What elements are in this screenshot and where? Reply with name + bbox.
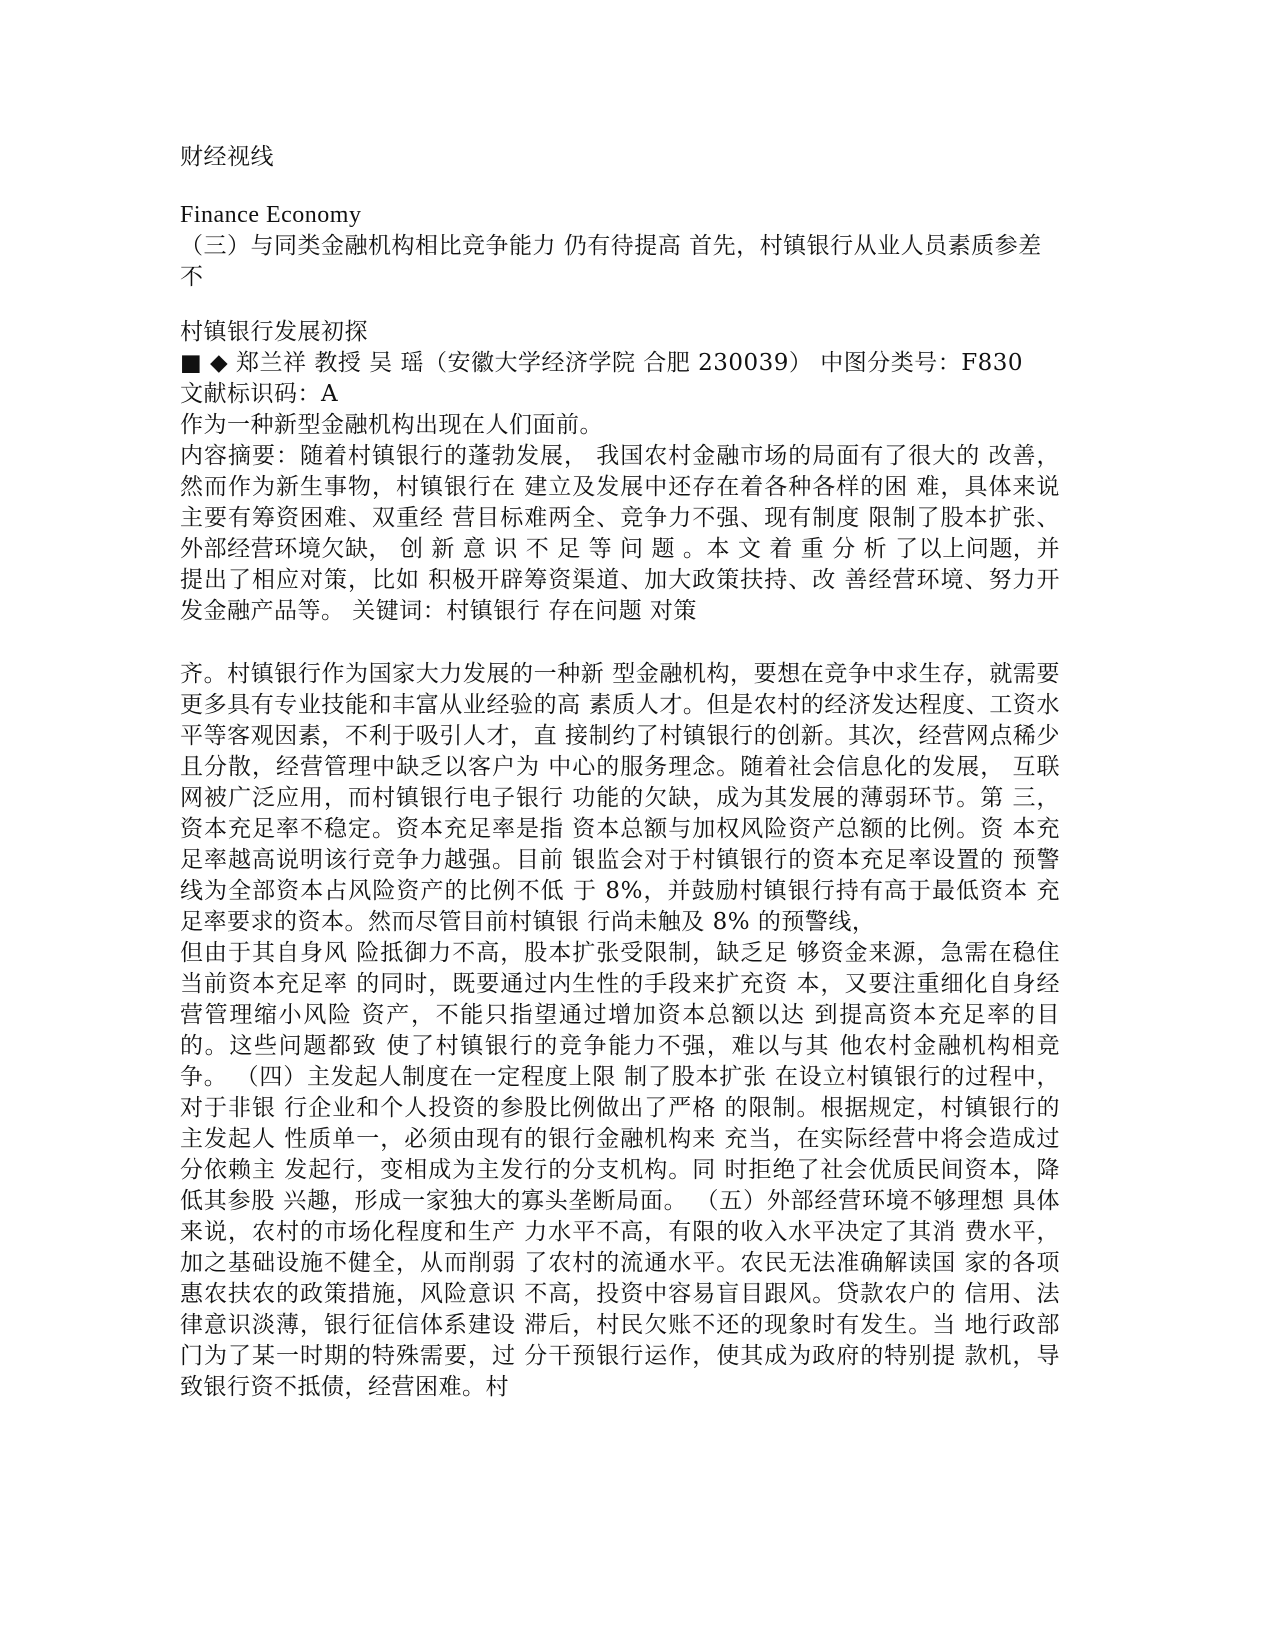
journal-name: Finance Economy bbox=[180, 202, 362, 228]
document-id: 文献标识码：A bbox=[180, 381, 339, 407]
body-paragraph: 齐。村镇银行作为国家大力发展的一种新 型金融机构，要想在竞争中求生存，就需要更多具有专业技能和丰富从业经验的高 素质人才。但是农村的经济发达程度、工资水平等客观因素，不利于吸引人才，直 接制约了村镇银行的创新。其次，经营网点稀少且分散，经营管理中缺乏以客户为 中心的服务理念。随着社会信息化的发展， 互联网被广泛应用，而村镇银行电子银行 功能的欠缺，成为其发展的薄弱环节。第 三，资本充足率不稳定。资本充足率是指 资本总额与加权风险资产总额的比例。资 本充足率越高说明该行竞争力越强。目前 银监会对于村镇银行的资本充足率设置的 预警线为全部资本占风险资产的比例不低 于 8%，并鼓励村镇银行持有高于最低资本 充足率要求的资本。然而尽管目前村镇银 行尚未触及 8% 的预警线， 但由于其自身风 险抵御力不高，股本扩张受限制，缺乏足 够资金来源，急需在稳住当前资本充足率 的同时，既要通过内生性的手段来扩充资 本，又要注重细化自身经营管理缩小风险 资产，不能只指望通过增加资本总额以达 到提高资本充足率的目的。这些问题都致 使了村镇银行的竞争能力不强，难以与其 他农村金融机构相竞争。 （四）主发起人制度在一定程度上限 制了股本扩张 在设立村镇银行的过程中，对于非银 行企业和个人投资的参股比例做出了严格 的限制。根据规定，村镇银行的主发起人 性质单一，必须由现有的银行金融机构来 充当，在实际经营中将会造成过分依赖主 发起行，变相成为主发行的分支机构。同 时拒绝了社会优质民间资本，降低其参股 兴趣，形成一家独大的寡头垄断局面。 （五）外部经营环境不够理想 具体来说，农村的市场化程度和生产 力水平不高，有限的收入水平决定了其消 费水平，加之基础设施不健全，从而削弱 了农村的流通水平。农民无法准确解读国 家的各项惠农扶农的政策措施，风险意识 不高，投资中容易盲目跟风。贷款农户的 信用、法律意识淡薄，银行征信体系建设 滞后，村民欠账不还的现象时有发生。当 地行政部门为了某一时期的特殊需要，过 分干预银行运作，使其成为政府的特别提 款机，导致银行资不抵债，经营困难。村 bbox=[180, 661, 1060, 1400]
section-label: 财经视线 bbox=[180, 144, 274, 170]
intro-paragraph: （三）与同类金融机构相比竞争能力 仍有待提高 首先，村镇银行从业人员素质参差不 bbox=[180, 233, 1042, 290]
abstract-paragraph: 内容摘要：随着村镇银行的蓬勃发展， 我国农村金融市场的局面有了很大的 改善，然而作为新生事物，村镇银行在 建立及发展中还存在着各种各样的困 难，具体来说主要有筹资困难、双重经 营目标难两全、竞争力不强、现有制度 限制了股本扩张、外部经营环境欠缺， 创 新 意 识 不 足 等 问 题 。本 文 着 重 分 析 了以上问题，并提出了相应对策，比如 积极开辟筹资渠道、加大政策扶持、改 善经营环境、努力开发金融产品等。 关键词：村镇银行 存在问题 对策 bbox=[180, 443, 1060, 624]
tagline: 作为一种新型金融机构出现在人们面前。 bbox=[180, 412, 603, 438]
article-title: 村镇银行发展初探 bbox=[180, 319, 368, 345]
author-byline: ■ ◆ 郑兰祥 教授 吴 瑶（安徽大学经济学院 合肥 230039） 中图分类号：F830 bbox=[180, 350, 1024, 376]
